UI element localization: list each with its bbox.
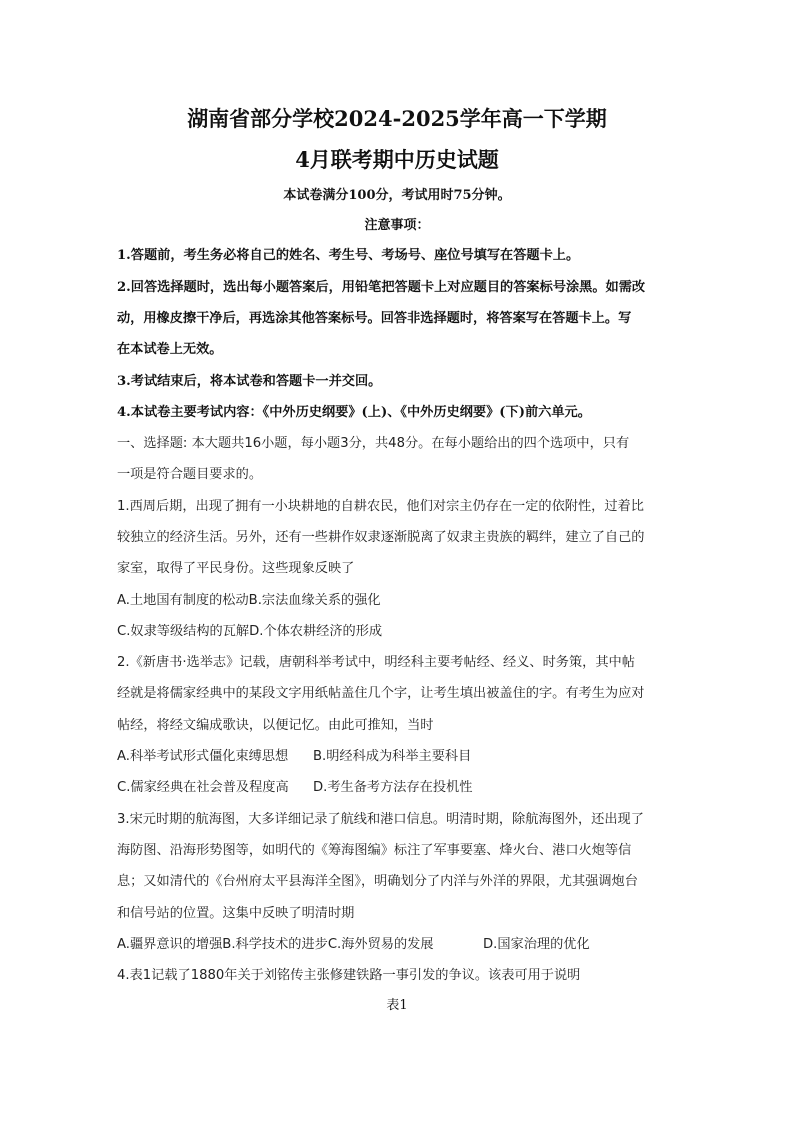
question-4-stem: 4.表1记载了1880年关于刘铭传主张修建铁路一事引发的争议。该表可用于说明 [117,968,581,983]
question-3-options-abc: A.疆界意识的增强B.科学技术的进步C.海外贸易的发展 [117,937,434,952]
question-3-stem: 3.宋元时期的航海图，大多详细记录了航线和港口信息。明清时期，除航海图外，还出现了 [117,812,644,827]
question-3-option-d: D.国家治理的优化 [483,937,590,952]
question-2-options-cd [117,778,687,798]
section-heading-cont: 一项是符合题目要求的。 [117,467,263,482]
question-2-stem: 2.《新唐书·选举志》记载，唐朝科举考试中，明经科主要考帖经、经义、时务策，其中帖 [117,655,635,670]
exam-title-line2: 4月联考期中历史试题 [295,147,499,172]
question-1-options-ab: A.土地国有制度的松动B.宗法血缘关系的强化 [117,593,381,608]
exam-title-line1: 湖南省部分学校2024-2025学年高一下学期 [187,106,607,131]
table-caption: 表1 [386,998,408,1013]
question-3-stem-end: 和信号站的位置。这集中反映了明清时期 [117,906,355,921]
notice-heading: 注意事项： [364,218,430,233]
notice-item-1: 1.答题前，考生务必将自己的姓名、考生号、考场号、座位号填写在答题卡上。 [117,248,580,263]
question-3-stem-cont-1: 海防图、沿海形势图等，如明代的《筹海图编》标注了军事要塞、烽火台、港口火炮等信 [117,843,632,858]
question-2-option-d: D.考生备考方法存在投机性 [313,780,473,795]
question-2-stem-end: 帖经，将经文编成歌诀，以便记忆。由此可推知，当时 [117,718,434,733]
question-2-options-ab [117,747,687,767]
section-heading: 一、选择题: 本大题共16小题，每小题3分，共48分。在每小题给出的四个选项中，只有 [117,436,630,451]
question-1-options-cd: C.奴隶等级结构的瓦解D.个体农耕经济的形成 [117,624,383,639]
question-2-option-a: A.科举考试形式僵化束缚思想 [117,749,289,764]
notice-item-2-cont: 动，用橡皮擦干净后，再选涂其他答案标号。回答非选择题时，将答案写在答题卡上。写 [117,311,632,326]
question-3-options [117,935,687,955]
exam-score-time-note: 本试卷满分100分，考试用时75分钟。 [283,188,511,203]
question-3-stem-cont-2: 息；又如清代的《台州府太平县海洋全图》，明确划分了内洋与外洋的界限，尤其强调炮台 [117,874,638,889]
question-2-stem-cont: 经就是将儒家经典中的某段文字用纸帖盖住几个字，让考生填出被盖住的字。有考生为应对 [117,686,645,701]
question-2-option-b: B.明经科成为科举主要科目 [313,749,472,764]
question-1-stem-cont: 较独立的经济生活。另外，还有一些耕作奴隶逐渐脱离了奴隶主贵族的羁绊，建立了自己的 [117,530,645,545]
notice-item-3: 3.考试结束后，将本试卷和答题卡一并交回。 [117,374,382,389]
question-2-option-c: C.儒家经典在社会普及程度高 [117,780,289,795]
notice-item-2-end: 在本试卷上无效。 [117,342,223,357]
notice-item-4: 4.本试卷主要考试内容：《中外历史纲要》(上)、《中外历史纲要》(下)前六单元。 [117,405,591,420]
question-1-stem-end: 家室，取得了平民身份。这些现象反映了 [117,561,355,576]
notice-item-2: 2.回答选择题时，选出每小题答案后，用铅笔把答题卡上对应题目的答案标号涂黑。如需改 [117,280,646,295]
question-1-stem: 1.西周后期，出现了拥有一小块耕地的自耕农民，他们对宗主仍存在一定的依附性，过着比 [117,499,644,514]
